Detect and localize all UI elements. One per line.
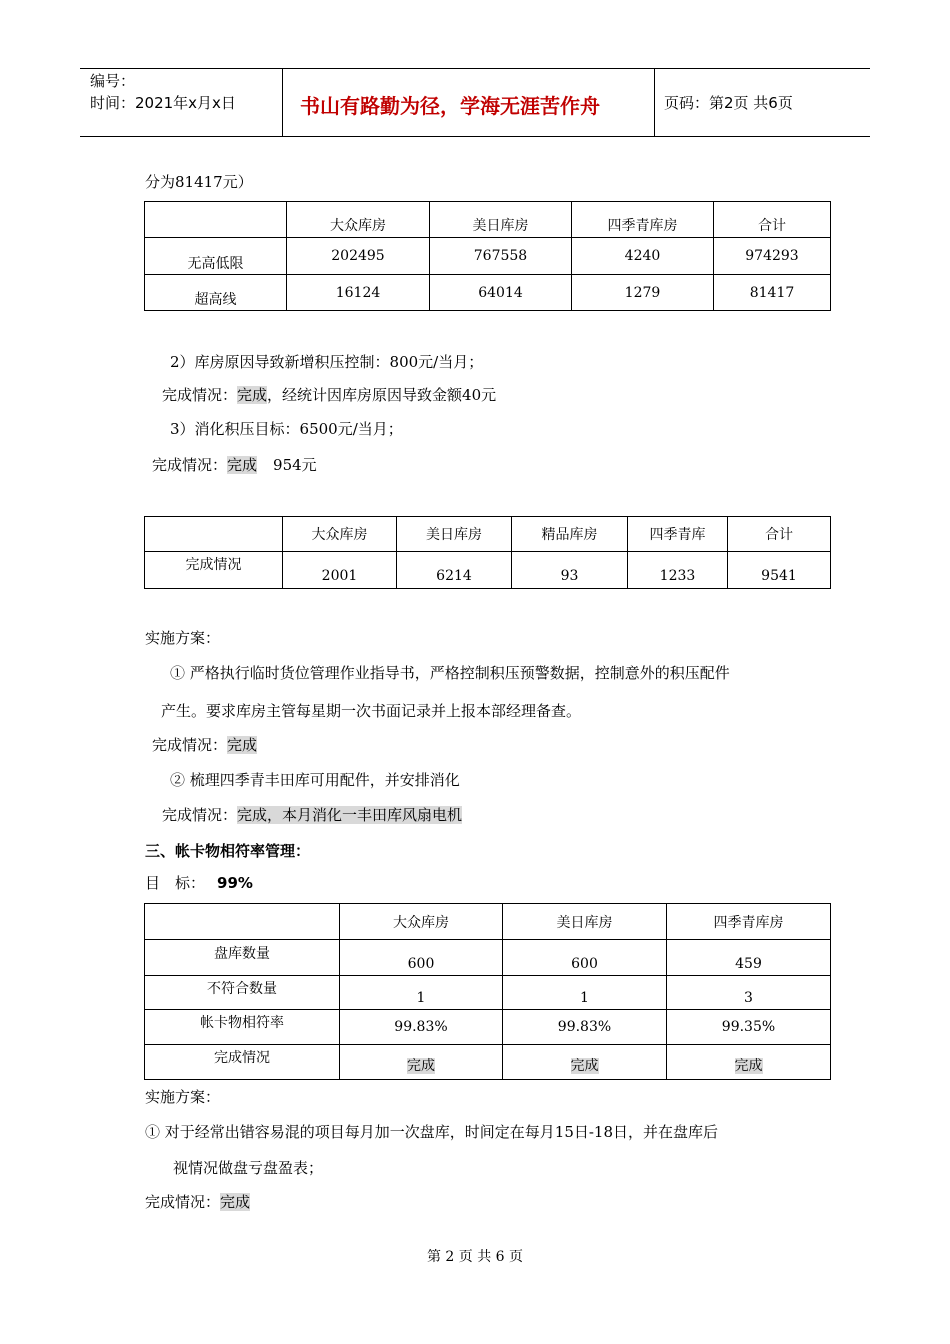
plan1-title: 实施方案：: [145, 629, 221, 647]
table-cell: 4240: [572, 238, 714, 275]
table-row: [145, 238, 831, 275]
item2-status: [162, 384, 496, 405]
header-motto: 书山有路勤为径，学海无涯苦作舟: [300, 94, 600, 118]
target-label: 目 标：: [145, 874, 206, 892]
plan2-item1-line1: ① 对于经常出错容易混的项目每月加一次盘库，时间定在每月15日-18日，并在盘库后: [145, 1123, 719, 1141]
table-cell: 81417: [714, 275, 831, 311]
status-label: 完成情况：: [162, 386, 238, 404]
plan2-item1-line2: 视情况做盘亏盘盈表；: [173, 1159, 324, 1177]
table-cell: 600: [503, 940, 667, 976]
table-header-cell: 四季青库房: [667, 904, 831, 940]
table-row: [145, 1045, 831, 1080]
table-cell: 1279: [572, 275, 714, 311]
header-divider-left: [282, 68, 283, 136]
status-badge: 完成，本月消化一丰田库风扇电机: [237, 806, 463, 824]
header-time: 时间：2021年x月x日: [90, 94, 236, 112]
table-header-cell: 四季青库房: [572, 202, 714, 238]
table-cell: 974293: [714, 238, 831, 275]
account-match-table: [144, 903, 831, 1080]
table-cell: 64014: [430, 275, 572, 311]
status-badge: 完成: [227, 736, 258, 754]
table-header-row: [145, 517, 831, 552]
table-cell: 帐卡物相符率: [145, 1010, 340, 1045]
table-cell: 6214: [397, 552, 512, 589]
header-meta: [90, 70, 236, 114]
header-divider-right: [654, 68, 655, 136]
table-cell: 1: [340, 976, 503, 1010]
table-cell: [340, 1045, 503, 1080]
plan1-item1-status: [152, 734, 257, 755]
target-value: 99%: [217, 874, 253, 892]
table-cell: 202495: [287, 238, 430, 275]
header-number: 编号：: [90, 72, 136, 90]
table-header-cell: 四季青库: [628, 517, 728, 552]
table-row: [145, 552, 831, 589]
table-header-cell: 美日库房: [503, 904, 667, 940]
table-header-cell: 大众库房: [283, 517, 397, 552]
table-header-cell: [145, 904, 340, 940]
table-row: [145, 1010, 831, 1045]
table-cell: 不符合数量: [145, 976, 340, 1010]
plan2-title: 实施方案：: [145, 1088, 221, 1106]
table-cell: [667, 1045, 831, 1080]
table-cell: 459: [667, 940, 831, 976]
table-header-cell: 大众库房: [340, 904, 503, 940]
header-top-rule: [80, 68, 870, 69]
table-header-cell: 大众库房: [287, 202, 430, 238]
table-row: [145, 976, 831, 1010]
status-badge: 完成: [734, 1058, 763, 1074]
table-row: [145, 940, 831, 976]
header-page-info: 页码：第2页 共6页: [664, 94, 793, 112]
table-cell: [503, 1045, 667, 1080]
status-badge: 完成: [227, 456, 258, 474]
table-header-cell: 美日库房: [397, 517, 512, 552]
backlog-completion-table: [144, 516, 831, 589]
table-cell: 16124: [287, 275, 430, 311]
table-header-cell: [145, 517, 283, 552]
page-footer: 第 2 页 共 6 页: [426, 1249, 524, 1265]
header-bottom-rule: [80, 136, 870, 137]
table-cell: 1: [503, 976, 667, 1010]
status-label: 完成情况：: [145, 1193, 221, 1211]
plan2-status: [145, 1191, 250, 1212]
table-header-cell: 合计: [728, 517, 831, 552]
item3-status: [152, 454, 317, 475]
item2-title: 2）库房原因导致新增积压控制：800元/当月；: [170, 353, 484, 371]
status-badge: 完成: [237, 386, 268, 404]
status-detail: ，经统计因库房原因导致金额40元: [267, 386, 497, 404]
status-badge: 完成: [570, 1058, 599, 1074]
table-row: [145, 275, 831, 311]
status-detail: 954元: [273, 456, 317, 474]
section3-title: 三、帐卡物相符率管理：: [145, 842, 311, 860]
table-header-cell: [145, 202, 287, 238]
plan1-item2-status: [162, 804, 462, 825]
table-cell: 93: [512, 552, 628, 589]
inventory-limit-table: [144, 201, 831, 311]
table-header-row: [145, 904, 831, 940]
table-header-row: [145, 202, 831, 238]
table-header-cell: 合计: [714, 202, 831, 238]
table-cell: 99.83%: [503, 1010, 667, 1045]
plan1-item2-line: ② 梳理四季青丰田库可用配件，并安排消化: [170, 771, 460, 789]
table-cell: 3: [667, 976, 831, 1010]
section3-target: [145, 872, 253, 893]
table-cell: 99.83%: [340, 1010, 503, 1045]
table-cell: 767558: [430, 238, 572, 275]
table-cell: 无高低限: [145, 238, 287, 275]
table-cell: 600: [340, 940, 503, 976]
table-cell: 完成情况: [145, 552, 283, 589]
item3-title: 3）消化积压目标：6500元/当月；: [170, 420, 403, 438]
status-badge: 完成: [220, 1193, 251, 1211]
table-cell: 99.35%: [667, 1010, 831, 1045]
table-cell: 完成情况: [145, 1045, 340, 1080]
plan1-item1-line2: 产生。要求库房主管每星期一次书面记录并上报本部经理备查。: [161, 702, 582, 720]
table-header-cell: 精品库房: [512, 517, 628, 552]
intro-line: 分为81417元）: [145, 173, 253, 191]
status-badge: 完成: [407, 1058, 435, 1074]
table-cell: 1233: [628, 552, 728, 589]
status-label: 完成情况：: [152, 736, 228, 754]
table-header-cell: 美日库房: [430, 202, 572, 238]
table-cell: 盘库数量: [145, 940, 340, 976]
status-label: 完成情况：: [152, 456, 228, 474]
table-cell: 超高线: [145, 275, 287, 311]
table-cell: 9541: [728, 552, 831, 589]
status-label: 完成情况：: [162, 806, 238, 824]
plan1-item1-line1: ① 严格执行临时货位管理作业指导书，严格控制积压预警数据，控制意外的积压配件: [170, 664, 730, 682]
table-cell: 2001: [283, 552, 397, 589]
